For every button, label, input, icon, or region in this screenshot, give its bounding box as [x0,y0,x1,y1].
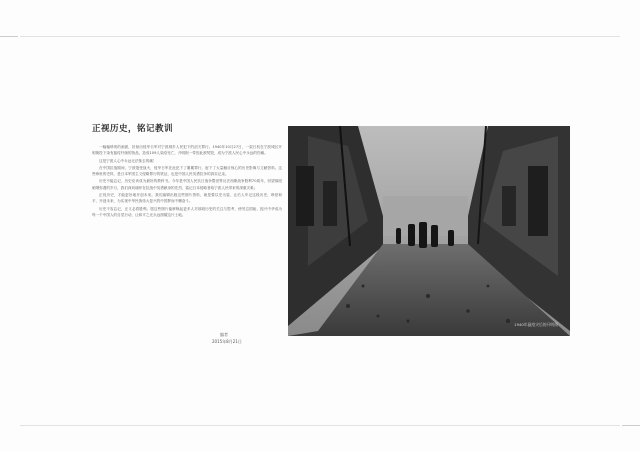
article-paragraph: 这是宁波人心中永远无法抹去的痛！ [99,158,157,163]
historical-street-photo [288,126,570,336]
article-signature: 编者 [220,332,228,337]
bottom-rule [20,425,620,426]
article-paragraph: 历史不能忘记，历史应该成为最好的教科书。今年是中国人民抗日战争暨世界反法西斯战争胜利70周年，回望那段硝烟弥漫的岁月，我们深切缅怀在抗战中英勇献身的先烈，铭记日本侵略者给宁波人民带来的深重灾难。 [92,179,282,190]
article-paragraph: 一幅幅珍贵的画面，折射出侵华日军对宁波城乡人民犯下的滔天罪行。1940年10月27日，一架日机在宁波城区开明街投下染有鼠疫杆菌的物品，造成109人染疫死亡，开明街一带因此被焚毁，成为宁波人民心中永远的伤痛。 [92,145,282,156]
street-scene-illustration [288,126,570,336]
article-date: 2015年8月21日 [212,339,242,344]
top-rule [20,36,620,37]
photo-caption: 1940年鼠疫灾后的开明街 [514,322,558,327]
article-paragraph: 在中国抗战期间，宁波饱受战火，侵华日军在此犯下了累累罪行，留下了大量触目惊心的历史影像与文献资料。这些珍贵的史料，是日本军国主义侵略罪行的铁证，也是中国人民英勇抗争的真实记录。 [92,165,282,177]
article-paragraph: 历史不容忘记，正义必将胜利。愿这些图片能够唤起更多人对那段历史的关注与思考，使勿忘国耻、振兴中华成为每一个中国人的自觉行动，让和平之光永远照耀这片土地。 [92,206,282,217]
scan-edge-mark [0,36,18,37]
scan-edge-mark [622,425,640,426]
article-paragraph: 正视历史，才能更好地开创未来。我们编辑出版这些图片资料，就是要以史为鉴，让后人牢记这段历史，珍爱和平，开创未来，为实现中华民族伟大复兴的中国梦而不懈奋斗。 [92,193,282,204]
article-title: 正视历史，铭记教训 [92,124,174,134]
article-body [92,144,282,219]
